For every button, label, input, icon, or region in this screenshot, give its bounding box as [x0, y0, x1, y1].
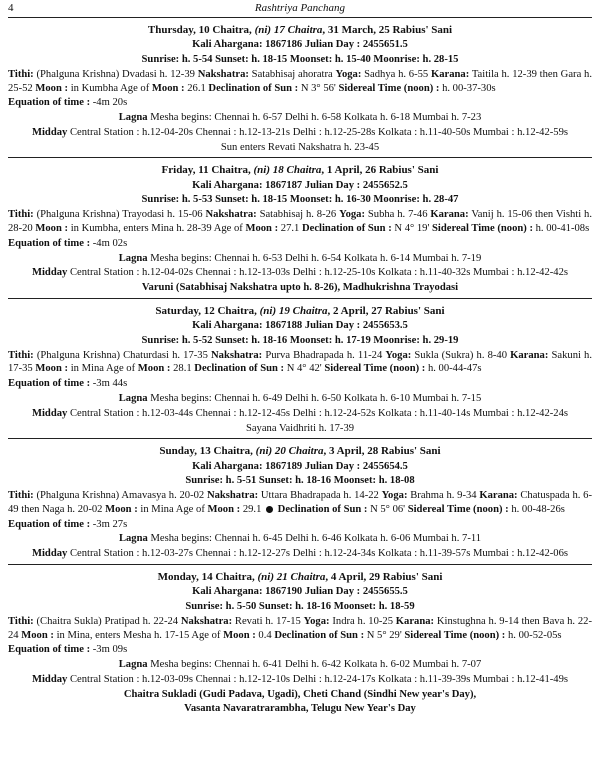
lagna-line: Lagna Mesha begins: Chennai h. 6-57 Delhi h. 6-58 Kolkata h. 6-18 Mumbai h. 7-23 — [118, 112, 482, 124]
page-number: 4 — [8, 2, 14, 14]
equation-of-time: Equation of time : -4m 02s — [8, 237, 128, 249]
day-heading: Monday, 14 Chaitra, (ni) 21 Chaitra, 4 April, 29 Rabius' Sani — [157, 570, 443, 583]
page-title: Rashtriya Panchang — [254, 2, 346, 14]
festival-note: Vasanta Navaratrarambha, Telugu New Year's Day — [184, 703, 416, 715]
sun-moon-times: Sunrise: h. 5-51 Sunset: h. 18-16 Moonset: h. 18-08 — [185, 475, 415, 487]
sun-moon-times: Sunrise: h. 5-52 Sunset: h. 18-16 Moonset: h. 17-19 Moonrise: h. 29-19 — [141, 334, 459, 346]
midday-line: Midday Central Station : h.12-03-44s Chennai : h.12-12-45s Delhi : h.12-24-52s Kolkata : h.11-40-14s Mumbai : h.12-42-24s — [31, 407, 569, 419]
equation-of-time: Equation of time : -4m 20s — [8, 97, 128, 109]
tithi-details: Tithi: (Phalguna Krishna) Chaturdasi h. 17-35 Nakshatra: Purva Bhadrapada h. 11-24 Yoga: Sukla (Sukra) h. 8-40 Karana: Sakuni h. 17-35 Moon : in Mina Age of Moon : 28.1 Declination of Sun : N 4° 42' Sidereal Time (noon) : h. 00-44-47s — [8, 349, 592, 375]
day-heading: Thursday, 10 Chaitra, (ni) 17 Chaitra, 31 March, 25 Rabius' Sani — [147, 24, 453, 36]
kali-ahargana: Kali Ahargana: 1867186 Julian Day : 2455651.5 — [192, 39, 408, 51]
day-heading: Friday, 11 Chaitra, (ni) 18 Chaitra, 1 April, 26 Rabius' Sani — [161, 164, 439, 177]
midday-line: Midday Central Station : h.12-04-02s Chennai : h.12-13-03s Delhi : h.12-25-10s Kolkata : h.11-40-32s Mumbai : h.12-42-42s — [31, 267, 569, 279]
day-entry-saturday — [8, 299, 592, 439]
midday-line: Midday Central Station : h.12-03-27s Chennai : h.12-12-27s Delhi : h.12-24-34s Kolkata : h.11-39-57s Mumbai : h.12-42-06s — [31, 548, 569, 560]
midday-line: Midday Central Station : h.12-04-20s Chennai : h.12-13-21s Delhi : h.12-25-28s Kolkata : h.11-40-50s Mumbai : h.12-42-59s — [31, 126, 569, 138]
day-entry-sunday — [8, 439, 592, 565]
day-entry-monday — [8, 565, 592, 719]
kali-ahargana: Kali Ahargana: 1867189 Julian Day : 2455654.5 — [192, 460, 408, 472]
day-entry-thursday — [8, 18, 592, 158]
day-heading: Saturday, 12 Chaitra, (ni) 19 Chaitra, 2 April, 27 Rabius' Sani — [155, 304, 445, 317]
bullet-icon — [266, 506, 273, 513]
equation-of-time: Equation of time : -3m 27s — [8, 518, 128, 530]
festival-note: Sun enters Revati Nakshatra h. 23-45 — [220, 141, 380, 153]
day-entry-friday — [8, 158, 592, 298]
lagna-line: Lagna Mesha begins: Chennai h. 6-45 Delhi h. 6-46 Kolkata h. 6-06 Mumbai h. 7-11 — [118, 533, 482, 545]
equation-of-time: Equation of time : -3m 44s — [8, 378, 128, 390]
kali-ahargana: Kali Ahargana: 1867190 Julian Day : 2455655.5 — [192, 586, 408, 598]
festival-note: Varuni (Satabhisaj Nakshatra upto h. 8-26), Madhukrishna Trayodasi — [141, 282, 459, 294]
tithi-details: Tithi: (Phalguna Krishna) Dvadasi h. 12-39 Nakshatra: Satabhisaj ahoratra Yoga: Sadhya h. 6-55 Karana: Taitila h. 12-39 then Gara h. 25-52 Moon : in Kumbha Age of Moon : 26.1 Declination of Sun : N 3° 56' Sidereal Time (noon) : h. 00-37-30s — [8, 68, 592, 94]
tithi-details: Tithi: (Phalguna Krishna) Trayodasi h. 15-06 Nakshatra: Satabhisaj h. 8-26 Yoga: Subha h. 7-46 Karana: Vanij h. 15-06 then Vishti h. 28-20 Moon : in Kumbha, enters Mina h. 28-39 Age of Moon : 27.1 Declination of Sun : N 4° 19' Sidereal Time (noon) : h. 00-41-08s — [8, 209, 592, 235]
lagna-line: Lagna Mesha begins: Chennai h. 6-53 Delhi h. 6-54 Kolkata h. 6-14 Mumbai h. 7-19 — [118, 252, 482, 264]
sun-moon-times: Sunrise: h. 5-53 Sunset: h. 18-15 Moonset: h. 16-30 Moonrise: h. 28-47 — [141, 194, 459, 206]
midday-line: Midday Central Station : h.12-03-09s Chennai : h.12-12-10s Delhi : h.12-24-17s Kolkata : h.11-39-39s Mumbai : h.12-41-49s — [31, 673, 569, 685]
lagna-line: Lagna Mesha begins: Chennai h. 6-41 Delhi h. 6-42 Kolkata h. 6-02 Mumbai h. 7-07 — [118, 659, 482, 671]
festival-note: Sayana Vaidhriti h. 17-39 — [245, 422, 355, 434]
tithi-details: Tithi: (Phalguna Krishna) Amavasya h. 20-02 Nakshatra: Uttara Bhadrapada h. 14-22 Yoga: Brahma h. 9-34 Karana: Chatuspada h. 6-49 then Naga h. 20-02 Moon : in Mina Age of Moon : 29.1 Declination of Sun : N 5° 06' Sidereal Time (noon) : h. 00-48-26s — [8, 490, 592, 515]
page-header — [8, 0, 592, 18]
tithi-details: Tithi: (Chaitra Sukla) Pratipad h. 22-24 Nakshatra: Revati h. 17-15 Yoga: Indra h. 10-25 Karana: Kinstughna h. 9-14 then Bava h. 22-24 Moon : in Mina, enters Mesha h. 17-15 Age of Moon : 0.4 Declination of Sun : N 5° 29' Sidereal Time (noon) : h. 00-52-05s — [8, 615, 592, 641]
sun-moon-times: Sunrise: h. 5-50 Sunset: h. 18-16 Moonset: h. 18-59 — [185, 600, 415, 612]
lagna-line: Lagna Mesha begins: Chennai h. 6-49 Delhi h. 6-50 Kolkata h. 6-10 Mumbai h. 7-15 — [118, 392, 482, 404]
kali-ahargana: Kali Ahargana: 1867187 Julian Day : 2455652.5 — [192, 179, 408, 191]
kali-ahargana: Kali Ahargana: 1867188 Julian Day : 2455653.5 — [192, 320, 408, 332]
day-heading: Sunday, 13 Chaitra, (ni) 20 Chaitra, 3 April, 28 Rabius' Sani — [159, 445, 441, 458]
festival-note: Chaitra Sukladi (Gudi Padava, Ugadi), Cheti Chand (Sindhi New year's Day), — [123, 688, 477, 700]
equation-of-time: Equation of time : -3m 09s — [8, 644, 128, 656]
sun-moon-times: Sunrise: h. 5-54 Sunset: h. 18-15 Moonset: h. 15-40 Moonrise: h. 28-15 — [141, 54, 459, 66]
